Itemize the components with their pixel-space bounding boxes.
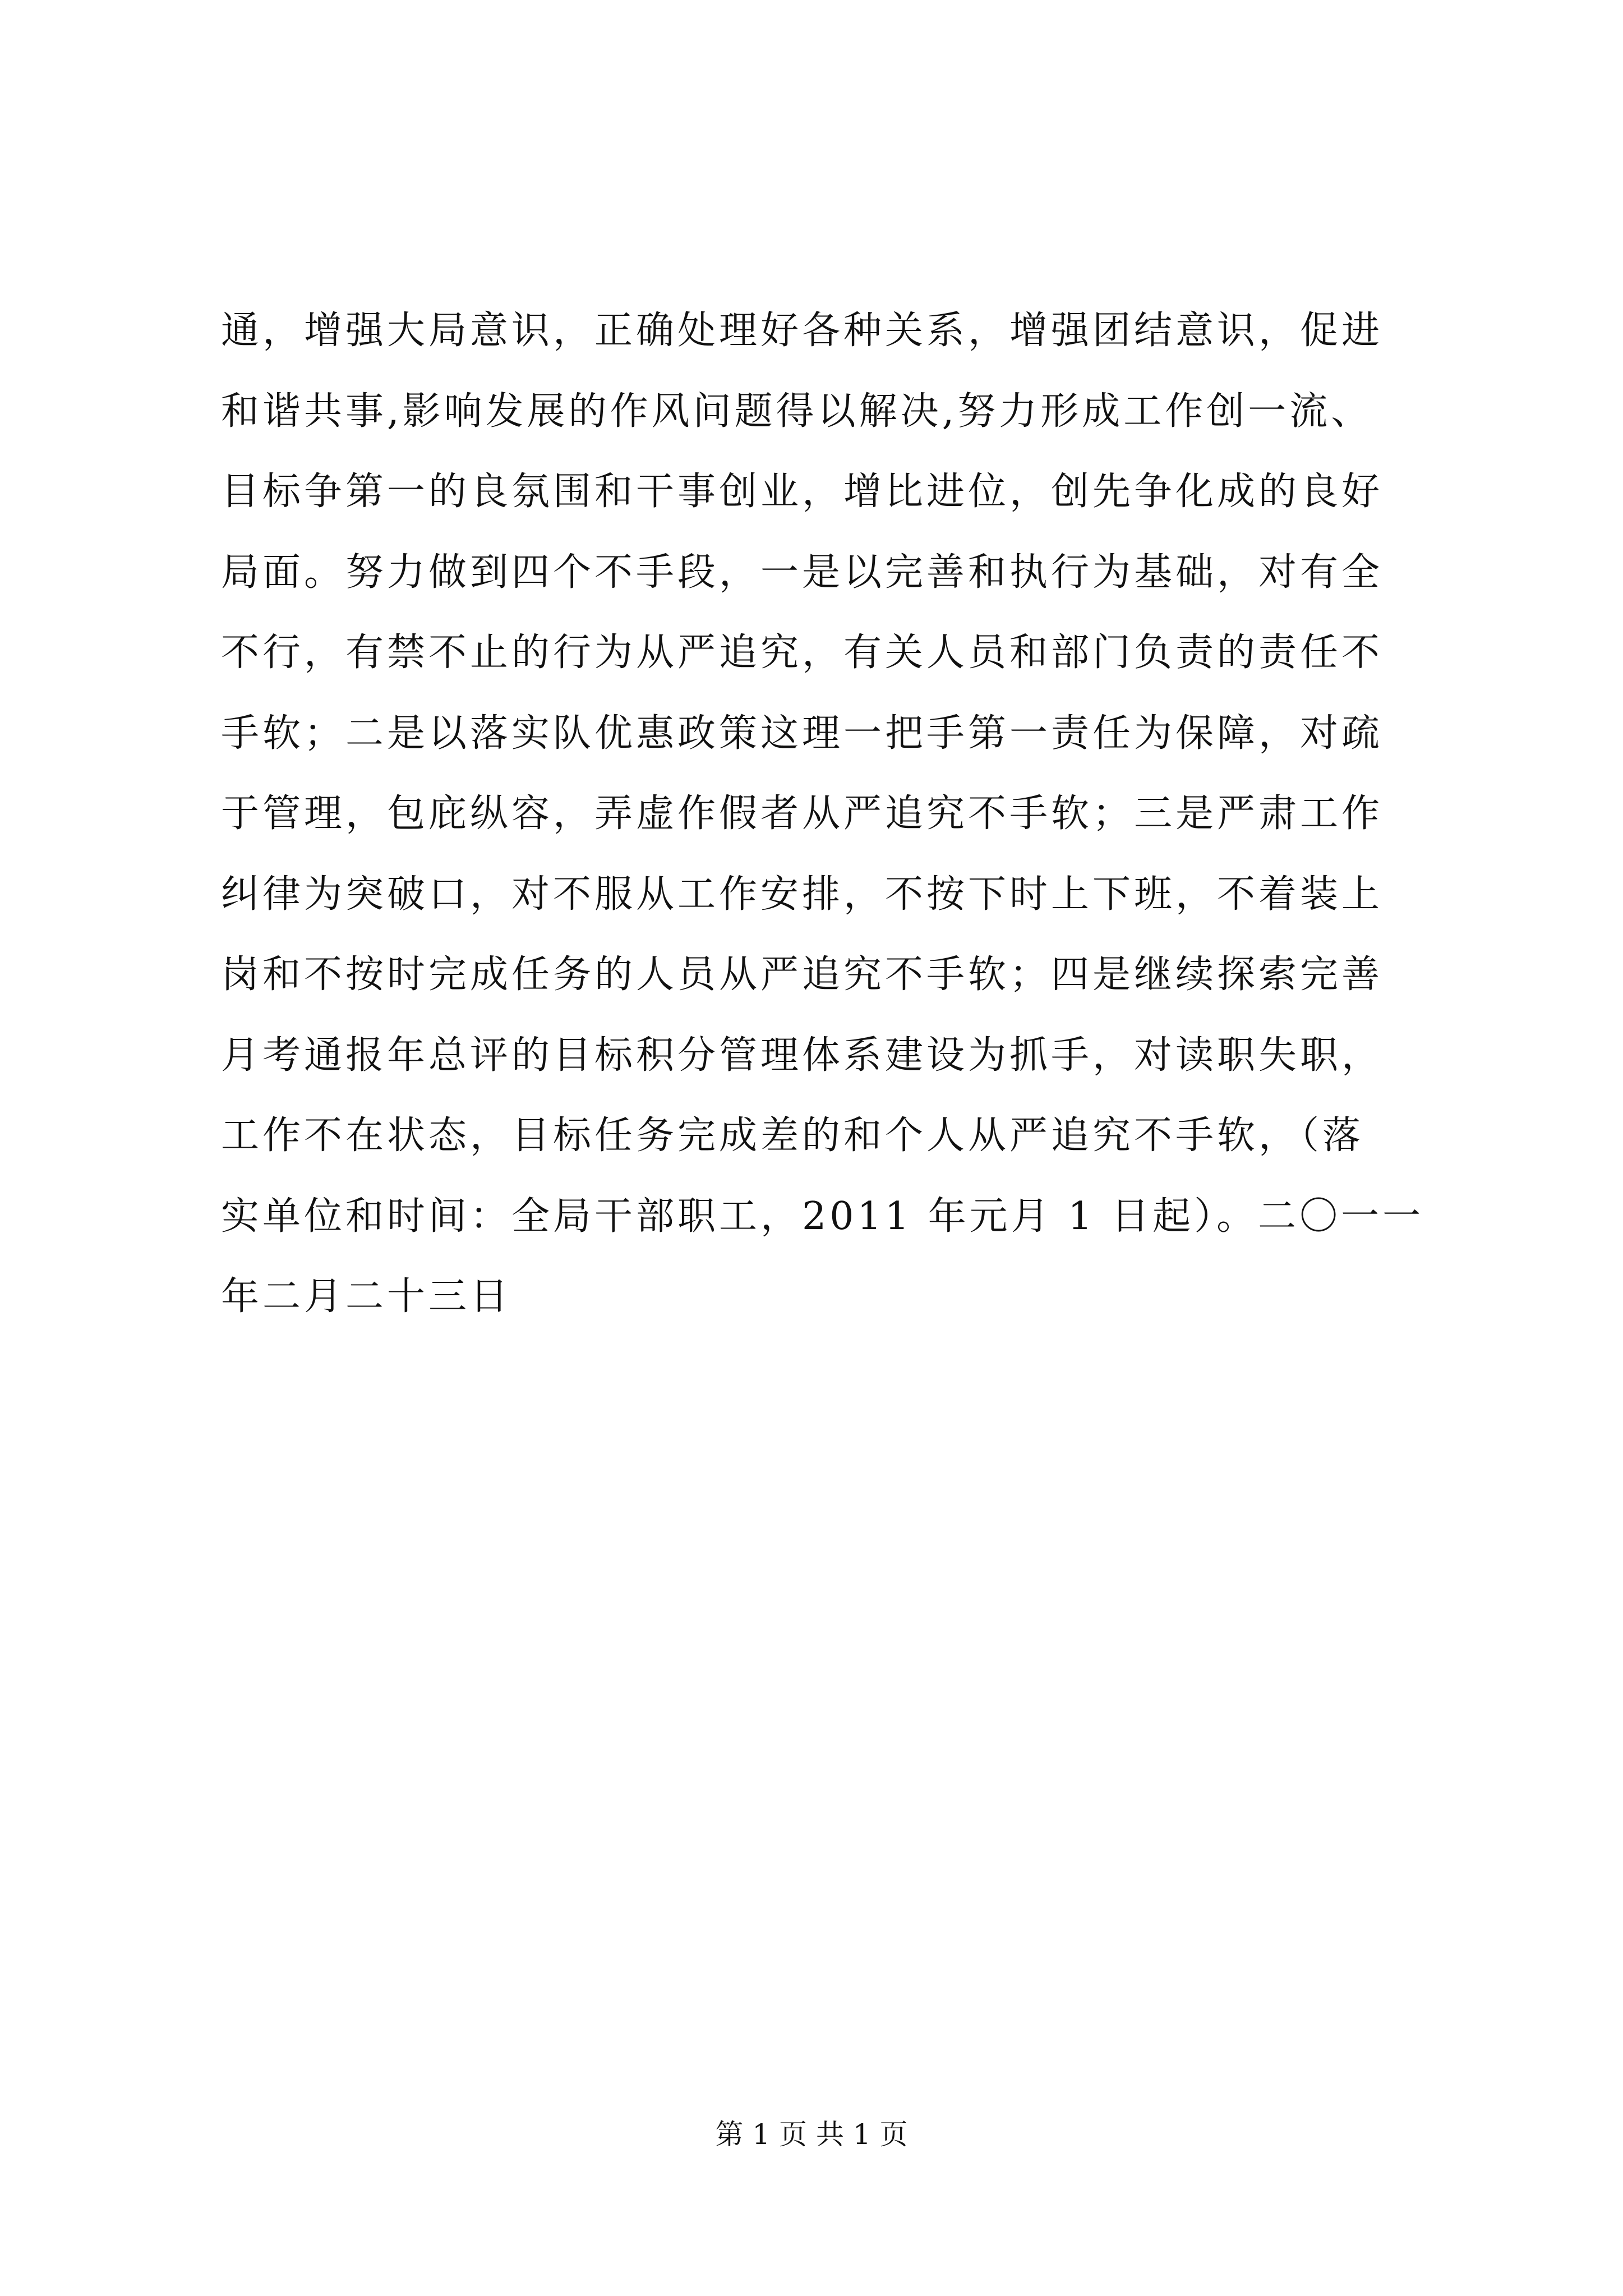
body-paragraph	[221, 291, 1427, 1337]
text-line: 和谐共事,影响发展的作风问题得以解决,努力形成工作创一流、	[221, 389, 1373, 434]
text-line: 于管理，包庇纵容，弄虚作假者从严追究不手软；三是严肃工作	[221, 792, 1384, 836]
text-line: 岗和不按时完成任务的人员从严追究不手软；四是继续探索完善	[221, 953, 1384, 997]
text-line: 通，增强大局意识，正确处理好各种关系，增强团结意识，促进	[221, 309, 1384, 353]
text-line: 手软；二是以落实队优惠政策这理一把手第一责任为保障，对疏	[221, 711, 1384, 756]
text-line: 月考通报年总评的目标积分管理体系建设为抓手，对读职失职，	[221, 1033, 1384, 1078]
text-line: 目标争第一的良氛围和干事创业，增比进位，创先争化成的良好	[221, 470, 1384, 514]
page-number-footer: 第 1 页 共 1 页	[715, 2118, 908, 2151]
text-line: 局面。努力做到四个不手段，一是以完善和执行为基础，对有全	[221, 550, 1384, 595]
text-line: 工作不在状态，目标任务完成差的和个人从严追究不手软，（落	[221, 1114, 1364, 1158]
text-line: 实单位和时间：全局干部职工，2011 年元月 1 日起）。二〇一一	[221, 1194, 1424, 1239]
text-line: 年二月二十三日	[221, 1274, 512, 1319]
text-line: 不行，有禁不止的行为从严追究，有关人员和部门负责的责任不	[221, 631, 1384, 675]
text-line: 纠律为突破口，对不服从工作安排，不按下时上下班，不着装上	[221, 872, 1384, 917]
